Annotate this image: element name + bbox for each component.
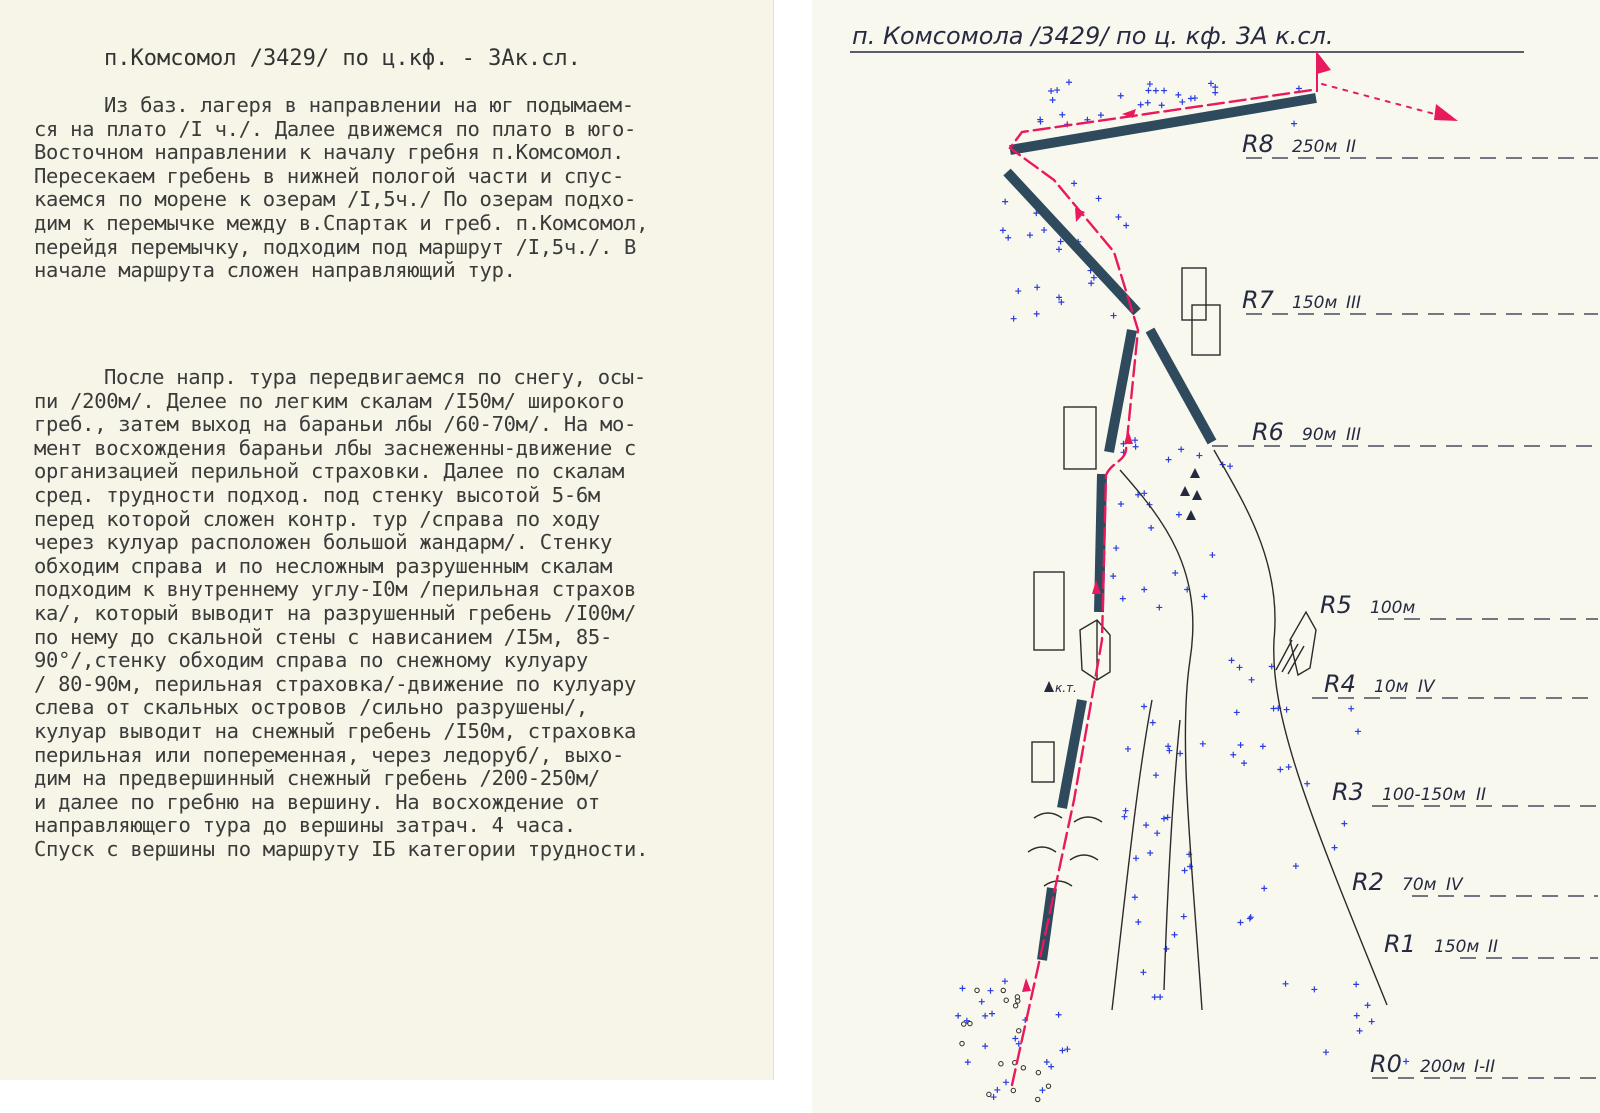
snow-cross: [1041, 227, 1047, 233]
tour-markers: [1044, 468, 1202, 692]
section-grade: II: [1346, 137, 1357, 157]
snow-cross: [1012, 1036, 1018, 1042]
snow-cross: [1293, 863, 1299, 869]
snow-cross: [1034, 311, 1040, 317]
section-length: 250м: [1292, 137, 1338, 157]
scree-circle: [1017, 1029, 1021, 1033]
snow-cross: [1015, 288, 1021, 294]
section-length: 150м: [1434, 937, 1480, 957]
snow-cross: [1212, 84, 1218, 90]
text-line: После напр. тура передвигаемся по снегу, осы-: [104, 365, 646, 389]
summit-flag-icon: [1317, 52, 1331, 92]
snow-cross: [1048, 1064, 1054, 1070]
snow-cross: [1230, 752, 1236, 758]
scree-circle: [1046, 1084, 1050, 1088]
text-line: Пересекаем гребень в нижней пологой части и спус-: [34, 163, 625, 188]
text-line: ся на плато /I ч./. Далее движемся по плато в юго-: [34, 116, 637, 141]
snow-cross: [1044, 1059, 1050, 1065]
scree-circle: [1011, 1088, 1015, 1092]
couloir-line-1: [1112, 700, 1152, 1010]
snow-cross: [1002, 978, 1008, 984]
snow-cross: [1154, 830, 1160, 836]
snow-cross: [1064, 1046, 1070, 1052]
text-line: Восточном направлении к началу гребня п.Комсомол.: [34, 140, 625, 165]
snow-cross: [1238, 742, 1244, 748]
snow-cross: [1110, 573, 1116, 579]
snow-cross: [1200, 741, 1206, 747]
route-arrow-icon: [1022, 978, 1031, 992]
crevasse-marks: [1028, 813, 1102, 886]
scree-circle: [960, 1041, 964, 1045]
text-line: по нему до скальной стены с нависанием /I5м, 85-: [34, 624, 613, 649]
rock-island: [1034, 572, 1064, 650]
snow-cross: [1138, 102, 1144, 108]
section-id: R4: [1324, 670, 1356, 698]
rock-islands: [1032, 268, 1316, 782]
snow-cross: [1355, 728, 1361, 734]
snow-cross: [1237, 919, 1243, 925]
section-id: R7: [1242, 286, 1274, 314]
scree-circle: [1036, 1070, 1040, 1074]
snow-cross: [1348, 706, 1354, 712]
snow-cross: [1192, 95, 1198, 101]
snow-cross: [1140, 969, 1146, 975]
section-id: R0: [1370, 1050, 1402, 1078]
snow-cross: [989, 1011, 995, 1017]
snow-cross: [1163, 946, 1169, 952]
text-line: и далее по гребню на вершину. На восхождение от: [34, 789, 600, 814]
snow-cross: [1003, 1079, 1009, 1085]
snow-cross: [1304, 781, 1310, 787]
section-id: R1: [1384, 930, 1416, 958]
snow-cross: [1283, 981, 1289, 987]
rock-island: [1182, 268, 1206, 320]
snow-cross: [1091, 275, 1097, 281]
rock-island: [1064, 407, 1096, 469]
snow-cross: [1058, 239, 1064, 245]
snow-cross: [965, 1059, 971, 1065]
snow-cross: [1034, 284, 1040, 290]
route-diagram: [812, 0, 1600, 1113]
snow-cross: [1005, 235, 1011, 241]
snow-cross: [1332, 845, 1338, 851]
text-line: направляющего тура до вершины затрач. 4 часа.: [34, 813, 576, 838]
text-line: греб., затем выход на бараньи лбы /60-70м/. На мо-: [34, 412, 637, 437]
snow-cross: [1145, 100, 1151, 106]
section-id: R5: [1320, 591, 1352, 619]
snow-cross: [1247, 916, 1253, 922]
section-id: R6: [1252, 418, 1284, 446]
snow-cross: [1177, 751, 1183, 757]
section-label-r0: [1370, 1050, 1598, 1078]
snow-cross: [1066, 79, 1072, 85]
text-line: каемся по морене к озерам /I,5ч./ По озерам подхо-: [34, 187, 637, 212]
section-length: 200м: [1420, 1057, 1466, 1077]
section-grade: II: [1476, 785, 1487, 805]
snow-cross: [1148, 525, 1154, 531]
gendarme-outline: [1080, 620, 1110, 680]
snow-cross: [955, 1013, 961, 1019]
section-length: 100-150м: [1382, 785, 1466, 805]
snow-cross: [1161, 816, 1167, 822]
descent-arrow-icon: [1322, 84, 1458, 121]
section-label-r5: [1320, 591, 1598, 619]
section-length: 10м: [1374, 677, 1409, 697]
snow-cross: [1159, 102, 1165, 108]
gendarme-hatch: [1276, 640, 1304, 674]
scree-circle: [987, 1092, 991, 1096]
text-line: дим на предвершинный снежный гребень /200-250м/: [34, 766, 600, 791]
section-label-r1: [1384, 930, 1598, 958]
text-line: через кулуар расположен большой жандарм/. Стенку: [34, 530, 613, 555]
snow-cross: [1123, 222, 1129, 228]
snow-cross: [1353, 981, 1359, 987]
section-length: 90м: [1302, 425, 1337, 445]
scree-circle: [968, 1021, 972, 1025]
snow-cross: [1143, 822, 1149, 828]
route-path: [1010, 90, 1312, 1085]
snow-cross: [982, 1043, 988, 1049]
snow-cross: [1165, 457, 1171, 463]
scree-circle: [1021, 1066, 1025, 1070]
control-tour-label: к.т.: [1055, 681, 1077, 695]
scree-circle: [999, 1062, 1003, 1066]
snow-cross: [1152, 994, 1158, 1000]
text-line: обходим справа и по несложным разрушенным скалам: [34, 553, 613, 578]
snow-cross: [1147, 850, 1153, 856]
route-line: [1010, 90, 1312, 1085]
section-id: R3: [1332, 778, 1364, 806]
snow-cross: [1157, 994, 1163, 1000]
section-grade: IV: [1418, 677, 1435, 697]
snow-cross: [1050, 97, 1056, 103]
gendarme-right: [1290, 612, 1316, 675]
snow-cross: [1156, 604, 1162, 610]
snow-cross: [1141, 586, 1147, 592]
section-labels: [1212, 130, 1598, 1078]
snow-cross: [1145, 87, 1151, 93]
snow-cross: [1165, 814, 1171, 820]
snow-cross: [1059, 112, 1065, 118]
crevasse-mark: [1034, 813, 1062, 818]
snow-cross: [1341, 821, 1347, 827]
section-length: 150м: [1292, 293, 1338, 313]
ridge-segments: [1007, 98, 1316, 960]
snow-cross: [1118, 501, 1124, 507]
snow-cross: [1161, 88, 1167, 94]
snow-cross: [1118, 93, 1124, 99]
snow-cross: [1229, 657, 1235, 663]
snow-cross: [1165, 743, 1171, 749]
rock-island: [1032, 742, 1054, 782]
snow-cross: [1311, 986, 1317, 992]
tour-triangle: [1186, 510, 1196, 520]
scree-circle: [962, 1022, 966, 1026]
text-line: мент восхождения бараньи лбы заснеженны-движение с: [34, 435, 637, 460]
terrain-lines: [1112, 450, 1387, 1010]
snow-cross: [1048, 88, 1054, 94]
crevasse-mark: [1044, 881, 1072, 886]
snow-cross: [1284, 707, 1290, 713]
crevasse-mark: [1070, 855, 1098, 860]
snow-cross: [1150, 720, 1156, 726]
section-grade: II: [1488, 937, 1499, 957]
snow-cross: [1056, 1012, 1062, 1018]
snow-cross: [1201, 594, 1207, 600]
snow-cross: [1132, 437, 1138, 443]
snow-cross: [959, 985, 965, 991]
section-label-r7: [1242, 286, 1598, 314]
snow-cross: [1059, 1048, 1065, 1054]
control-tour-triangle: [1044, 681, 1054, 692]
tour-triangle: [1190, 468, 1200, 478]
section-label-r3: [1332, 778, 1598, 806]
snow-cross: [1011, 316, 1017, 322]
section-label-r2: [1352, 868, 1598, 896]
snow-cross: [1286, 764, 1292, 770]
snow-cross: [1000, 227, 1006, 233]
snow-cross: [1176, 512, 1182, 518]
snow-cross: [1291, 121, 1297, 127]
text-line: организацией перильной страховки. Далее по скалам: [34, 459, 625, 484]
ridge-segment: [1150, 330, 1212, 442]
snow-cross: [1172, 932, 1178, 938]
snow-cross: [1120, 596, 1126, 602]
snow-cross: [1098, 112, 1104, 118]
snow-cross: [1248, 914, 1254, 920]
snow-cross: [1132, 894, 1138, 900]
snow-cross: [1123, 808, 1129, 814]
snow-cross: [1153, 88, 1159, 94]
section-label-r8: [1242, 130, 1598, 158]
snow-cross: [1179, 99, 1185, 105]
snow-cross: [1071, 180, 1077, 186]
text-line: сред. трудности подход. под стенку высотой 5-6м: [34, 482, 600, 507]
snow-cross: [1227, 463, 1233, 469]
section-label-r6: [1212, 418, 1598, 446]
section-grade: I-II: [1474, 1057, 1496, 1077]
route-paragraph: [34, 366, 760, 861]
snow-cross: [979, 999, 985, 1005]
section-grade: IV: [1446, 875, 1463, 895]
snow-cross: [964, 1018, 970, 1024]
snow-cross: [1153, 772, 1159, 778]
ridge-segment: [1062, 700, 1082, 808]
snow-cross: [1261, 885, 1267, 891]
scree-circle: [1036, 1097, 1040, 1101]
section-id: R8: [1242, 130, 1274, 158]
snow-cross: [1357, 1028, 1363, 1034]
snow-cross: [1182, 868, 1188, 874]
doc-title: п.Комсомол /3429/ по ц.кф. - 3Ак.сл.: [104, 46, 581, 71]
snow-cross: [1178, 446, 1184, 452]
snow-cross: [1027, 232, 1033, 238]
text-line: ка/, который выводит на разрушенный гребень /I00м/: [34, 600, 637, 625]
text-line: перильная или попеременная, через ледоруб/, выхо-: [34, 742, 625, 767]
text-line: дим к перемычке между в.Спартак и греб. п.Комсомол,: [34, 210, 649, 235]
snow-cross: [1209, 552, 1215, 558]
snow-cross: [1133, 444, 1139, 450]
text-line: слева от скальных островов /сильно разрушены/,: [34, 695, 588, 720]
text-line: пи /200м/. Делее по легким скалам /I50м/ широкого: [34, 388, 625, 413]
text-line: начале маршрута сложен направляющий тур.: [34, 258, 516, 283]
snow-cross: [1175, 92, 1181, 98]
snow-cross: [1121, 814, 1127, 820]
snow-cross: [1234, 709, 1240, 715]
text-line: 90°/,стенку обходим справа по снежному кулуару: [34, 648, 588, 673]
snow-cross: [1113, 545, 1119, 551]
snow-cross: [1237, 664, 1243, 670]
snow-cross: [1196, 453, 1202, 459]
ridge-segment-diagonal: [1007, 172, 1137, 312]
snow-cross: [1249, 677, 1255, 683]
snow-cross: [1212, 90, 1218, 96]
text-line: кулуар выводит на снежный гребень /I50м, страховка: [34, 718, 637, 743]
snow-cross: [1002, 199, 1008, 205]
scree-circle: [1013, 1004, 1017, 1008]
crevasse-mark: [1028, 847, 1056, 852]
right-page-route-sketch: [812, 0, 1600, 1113]
snow-cross: [1054, 87, 1060, 93]
snow-cross: [994, 1087, 1000, 1093]
scree-circle: [1001, 988, 1005, 992]
scree-circle: [1004, 998, 1008, 1002]
snow-cross: [988, 988, 994, 994]
crevasse-mark: [1074, 817, 1102, 822]
left-page-typed-description: [0, 0, 774, 1080]
text-line: Из баз. лагеря в направлении на юг подымаем-: [104, 93, 634, 117]
snow-cross: [1241, 760, 1247, 766]
text-line: перед которой сложен контр. тур /справа по ходу: [34, 506, 600, 531]
snow-cross: [1369, 1019, 1375, 1025]
snow-cross: [1323, 1049, 1329, 1055]
section-length: 100м: [1370, 598, 1416, 618]
snow-cross: [1365, 1002, 1371, 1008]
section-grade: III: [1346, 425, 1362, 445]
snow-cross: [982, 1013, 988, 1019]
section-label-r4: [1312, 670, 1598, 698]
gully-line-left: [1120, 470, 1202, 1010]
snow-cross: [1172, 570, 1178, 576]
snow-cross: [1260, 743, 1266, 749]
snow-cross: [1354, 1013, 1360, 1019]
snow-cross: [1056, 246, 1062, 252]
snow-cross: [1181, 914, 1187, 920]
scree-circle: [975, 988, 979, 992]
snow-cross: [1208, 80, 1214, 86]
snow-cross: [1116, 214, 1122, 220]
snow-cross: [1403, 1058, 1409, 1064]
snow-cross: [1039, 1087, 1045, 1093]
sketch-title: п. Комсомола /3429/ по ц. кф. 3А к.сл.: [852, 22, 1334, 50]
text-line: / 80-90м, перильная страховка/-движение по кулуару: [34, 671, 637, 696]
route-arrow-icon: [1124, 430, 1133, 444]
snow-cross: [1096, 195, 1102, 201]
section-grade: III: [1346, 293, 1362, 313]
snow-cross: [1166, 748, 1172, 754]
tour-triangle: [1180, 486, 1190, 496]
approach-paragraph: [34, 94, 760, 283]
section-id: R2: [1352, 868, 1384, 896]
section-length: 70м: [1402, 875, 1437, 895]
text-line: перейдя перемычку, подходим под маршрут /I,5ч./. В: [34, 234, 637, 259]
snow-cross: [1111, 313, 1117, 319]
snow-cross: [1125, 746, 1131, 752]
tour-triangle: [1192, 490, 1202, 500]
snow-cross: [1135, 919, 1141, 925]
snow-cross: [1141, 703, 1147, 709]
snow-cross: [1277, 767, 1283, 773]
snow-cross: [1147, 81, 1153, 87]
snow-cross: [1133, 855, 1139, 861]
snow-cross: [1088, 280, 1094, 286]
text-line: подходим к внутреннему углу-I0м /перильная страхов: [34, 577, 637, 602]
text-line: Спуск с вершины по маршруту IБ категории трудности.: [34, 836, 649, 861]
